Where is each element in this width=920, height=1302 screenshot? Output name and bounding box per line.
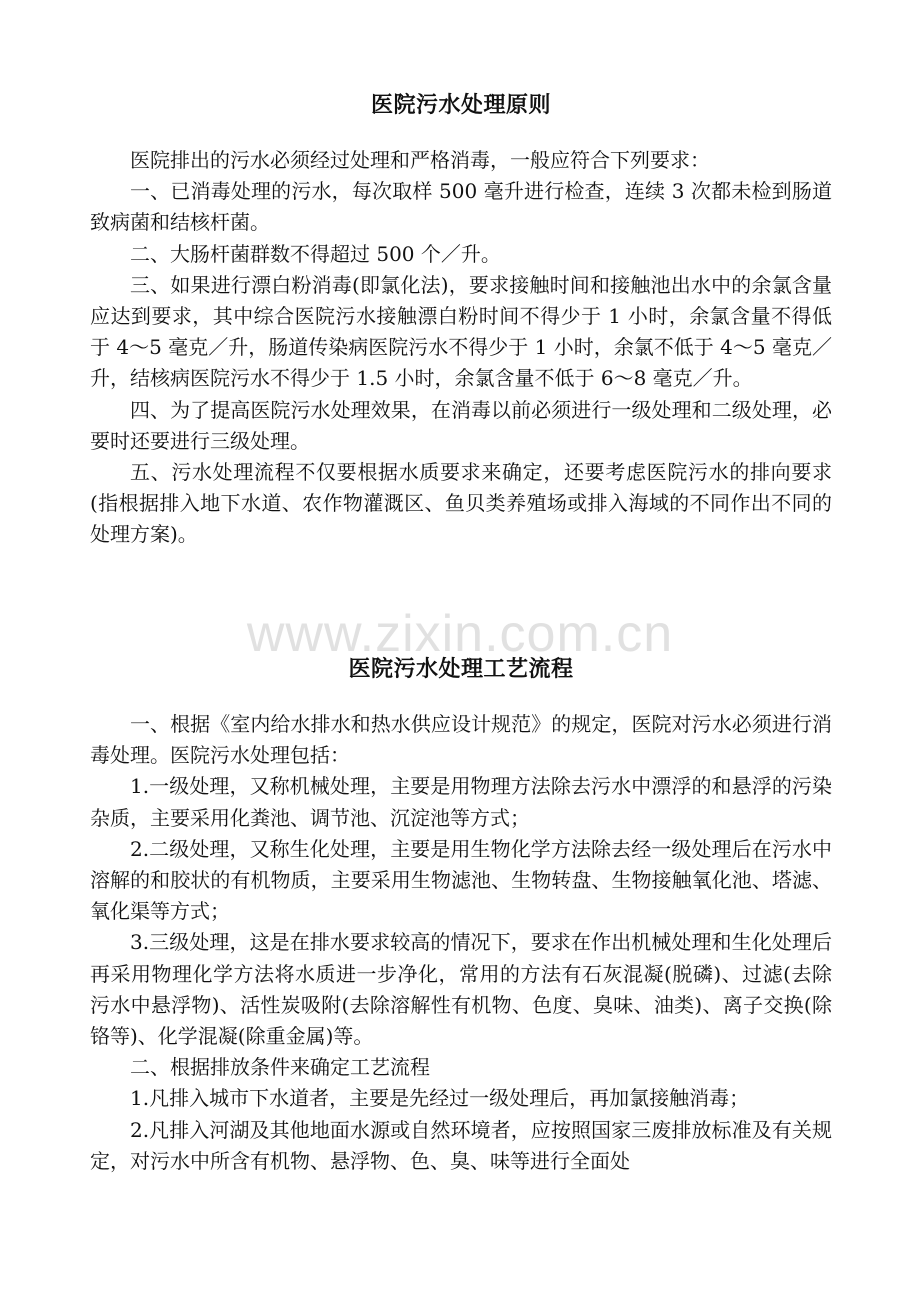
section-1-body [90,145,832,551]
watermark: www.zixin.com.cn [246,605,674,663]
paragraph: 2.凡排入河湖及其他地面水源或自然环境者，应按照国家三废排放标准及有关规定，对污水中所含有机物、悬浮物、色、臭、味等进行全面处 [90,1117,832,1173]
paragraph: 一、已消毒处理的污水，每次取样 500 毫升进行检查，连续 3 次都未检到肠道致病菌和结核杆菌。 [90,179,832,235]
paragraph: 2.二级处理，又称生化处理，主要是用生物化学方法除去经一级处理后在污水中溶解的和胶状的有机物质，主要采用生物滤池、生物转盘、生物接触氧化池、塔滤、氧化渠等方式； [90,836,832,924]
section-2-body [90,709,832,1177]
paragraph: 一、根据《室内给水排水和热水供应设计规范》的规定，医院对污水必须进行消毒处理。医院污水处理包括： [90,712,832,768]
paragraph: 1.凡排入城市下水道者，主要是先经过一级处理后，再加氯接触消毒； [130,1086,750,1111]
paragraph: 医院排出的污水必须经过处理和严格消毒，一般应符合下列要求： [130,148,710,172]
paragraph: 3.三级处理，这是在排水要求较高的情况下，要求在作出机械处理和生化处理后再采用物理化学方法将水质进一步净化，常用的方法有石灰混凝(脱磷)、过滤(去除污水中悬浮物)、活性炭吸附(去除溶解性有机物、色度、臭味、油类)、离子交换(除铬等)、化学混凝(除重金属)等。 [90,930,832,1049]
section-2-title: 医院污水处理工艺流程 [348,656,574,682]
section-1-title: 医院污水处理原则 [370,92,551,118]
paragraph: 二、大肠杆菌群数不得超过 500 个／升。 [130,241,501,266]
paragraph: 四、为了提高医院污水处理效果，在消毒以前必须进行一级处理和二级处理，必要时还要进行三级处理。 [90,397,832,453]
paragraph: 三、如果进行漂白粉消毒(即氯化法)，要求接触时间和接触池出水中的余氯含量应达到要求，其中综合医院污水接触漂白粉时间不得少于 1 小时，余氯含量不得低于 4～5 毫克／升，肠道传染病医院污水不得少于 1 小时，余氯不低于 4～5 毫克／升，结核病医院污水不得少于 1.5 小时，余氯含量不低于 6～8 毫克／升。 [90,272,832,391]
paragraph: 二、根据排放条件来确定工艺流程 [130,1055,430,1080]
paragraph: 1.一级处理，又称机械处理，主要是用物理方法除去污水中漂浮的和悬浮的污染杂质，主要采用化粪池、调节池、沉淀池等方式； [90,774,832,830]
paragraph: 五、污水处理流程不仅要根据水质要求来确定，还要考虑医院污水的排向要求(指根据排入地下水道、农作物灌溉区、鱼贝类养殖场或排入海域的不同作出不同的处理方案)。 [90,460,832,547]
